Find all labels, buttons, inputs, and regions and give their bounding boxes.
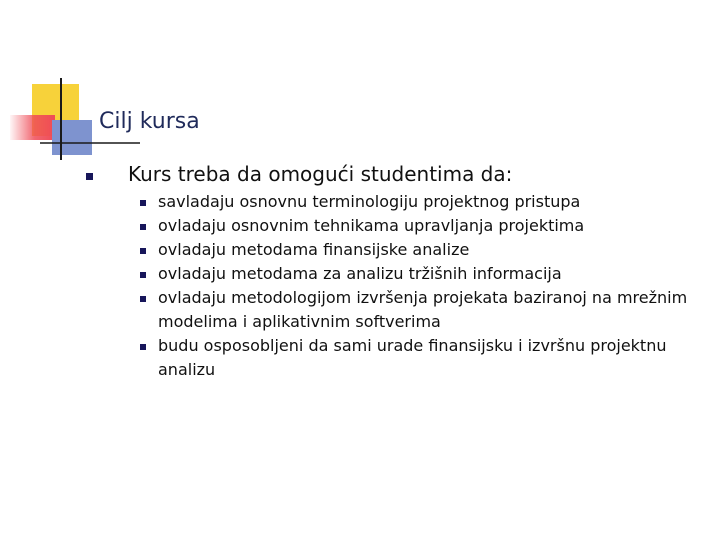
sub-bullet-icon <box>140 272 146 278</box>
decorative-corner-graphic <box>0 0 140 170</box>
list-item-text: savladaju osnovnu terminologiju projektnog pristupa <box>158 192 581 211</box>
sub-bullet-list <box>140 190 700 382</box>
main-bullet-icon <box>86 173 93 180</box>
list-item-text: budu osposobljeni da sami urade finansijsku i izvršnu projektnu analizu <box>158 336 667 379</box>
list-item-text: ovladaju metodama finansijske analize <box>158 240 470 259</box>
list-item <box>140 286 700 334</box>
list-item <box>140 262 700 286</box>
main-bullet-text: Kurs treba da omogući studentima da: <box>128 162 513 186</box>
list-item <box>140 238 700 262</box>
sub-bullet-icon <box>140 296 146 302</box>
slide-title: Cilj kursa <box>99 109 200 134</box>
red-gradient-bar <box>10 115 55 140</box>
sub-bullet-icon <box>140 200 146 206</box>
blue-square <box>52 120 92 155</box>
list-item-text: ovladaju metodologijom izvršenja projekata baziranoj na mrežnim modelima i aplikativnim softverima <box>158 288 688 331</box>
list-item <box>140 334 700 382</box>
sub-bullet-icon <box>140 344 146 350</box>
list-item-text: ovladaju osnovnim tehnikama upravljanja projektima <box>158 216 585 235</box>
sub-bullet-icon <box>140 224 146 230</box>
list-item-text: ovladaju metodama za analizu tržišnih informacija <box>158 264 562 283</box>
list-item <box>140 190 700 214</box>
list-item <box>140 214 700 238</box>
sub-bullet-icon <box>140 248 146 254</box>
